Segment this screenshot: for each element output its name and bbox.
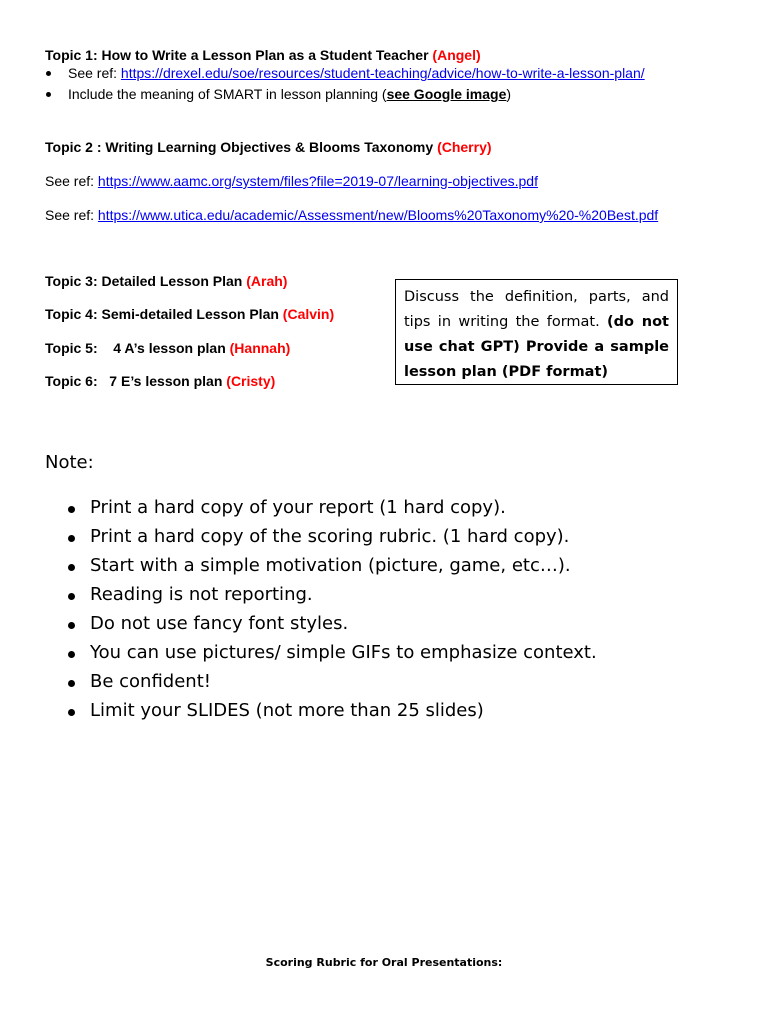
instruction-bold-text: (do not use chat GPT) Provide a sample lesson plan (PDF format) xyxy=(404,314,669,380)
topic5-person: (Hannah) xyxy=(229,340,291,356)
topic1-ref-link[interactable]: https://drexel.edu/soe/resources/student-teaching/advice/how-to-write-a-lesson-plan/ xyxy=(120,65,645,81)
bullet-icon xyxy=(68,651,75,658)
topic2-title: Topic 2 : Writing Learning Objectives & Blooms Taxonomy xyxy=(45,139,434,155)
bullet-icon xyxy=(68,593,75,600)
topic2-ref2-label: See ref: xyxy=(45,207,98,223)
bullet-icon xyxy=(46,92,51,97)
note-item-text: Be confident! xyxy=(90,671,211,692)
topic1-smart-google: see Google image xyxy=(386,86,507,102)
topic1-ref-label: See ref: xyxy=(68,65,121,81)
topic6-person: (Cristy) xyxy=(226,373,276,389)
bullet-icon xyxy=(68,622,75,629)
bullet-icon xyxy=(68,535,75,542)
note-item-text: Do not use fancy font styles. xyxy=(90,613,349,634)
note-item-text: Print a hard copy of the scoring rubric. (1 hard copy). xyxy=(90,526,570,547)
topic1-smart-pre: Include the meaning of SMART in lesson planning ( xyxy=(68,86,387,102)
bullet-icon xyxy=(68,564,75,571)
note-item-text: Reading is not reporting. xyxy=(90,584,313,605)
bullet-icon xyxy=(68,506,75,513)
topic1-ref-line xyxy=(68,65,645,81)
rubric-title: Scoring Rubric for Oral Presentations: xyxy=(265,956,503,969)
instruction-text: Discuss the definition, parts, and tips in writing the format. xyxy=(404,289,669,330)
topic6-heading xyxy=(45,373,275,389)
note-item-text: You can use pictures/ simple GIFs to emphasize context. xyxy=(90,642,597,663)
note-item-text: Start with a simple motivation (picture, game, etc…). xyxy=(90,555,571,576)
bullet-icon xyxy=(68,709,75,716)
topic1-smart-line xyxy=(68,86,511,102)
note-item-text: Print a hard copy of your report (1 hard copy). xyxy=(90,497,506,518)
topic2-ref1-link[interactable]: https://www.aamc.org/system/files?file=2019-07/learning-objectives.pdf xyxy=(97,173,538,189)
topic4-heading xyxy=(45,306,334,322)
topic5-title: Topic 5: 4 A’s lesson plan xyxy=(45,340,226,356)
note-item-text: Limit your SLIDES (not more than 25 slides) xyxy=(90,700,484,721)
topic6-title: Topic 6: 7 E’s lesson plan xyxy=(45,373,223,389)
topic2-person: (Cherry) xyxy=(437,139,492,155)
instruction-box xyxy=(395,279,678,385)
topic1-person: (Angel) xyxy=(432,47,481,63)
topic1-heading xyxy=(45,47,481,63)
topic4-title: Topic 4: Semi-detailed Lesson Plan xyxy=(45,306,279,322)
topic3-heading xyxy=(45,273,287,289)
topic1-title: Topic 1: How to Write a Lesson Plan as a Student Teacher xyxy=(45,47,429,63)
topic2-ref1-label: See ref: xyxy=(45,173,98,189)
topic2-ref2-link[interactable]: https://www.utica.edu/academic/Assessment/new/Blooms%20Taxonomy%20-%20Best.pdf xyxy=(97,207,659,223)
note-heading: Note: xyxy=(45,452,94,473)
topic4-person: (Calvin) xyxy=(282,306,335,322)
topic5-heading xyxy=(45,340,290,356)
bullet-icon xyxy=(68,680,75,687)
topic1-smart-post: ) xyxy=(506,86,512,102)
topic3-person: (Arah) xyxy=(246,273,288,289)
bullet-icon xyxy=(46,71,51,76)
topic2-ref1-line xyxy=(45,173,538,189)
topic3-title: Topic 3: Detailed Lesson Plan xyxy=(45,273,243,289)
topic2-ref2-line xyxy=(45,207,658,223)
topic2-heading xyxy=(45,139,492,155)
